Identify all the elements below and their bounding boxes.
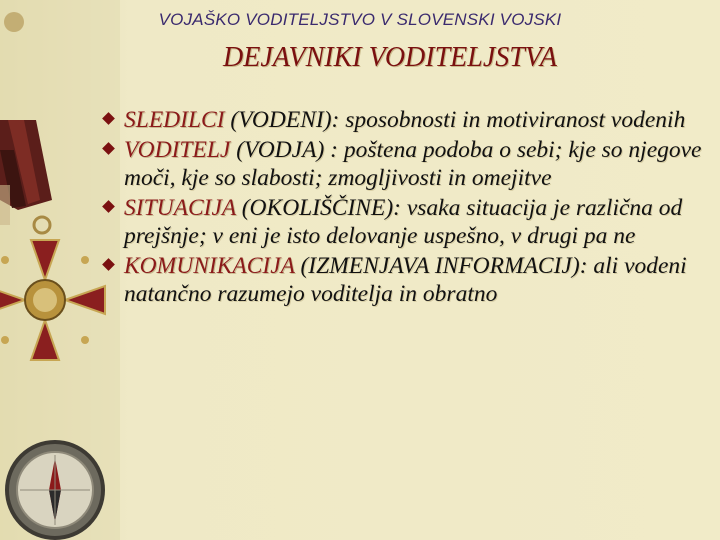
diamond-bullet-icon	[102, 142, 115, 155]
diamond-bullet-icon	[102, 200, 115, 213]
bullet-term: SLEDILCI	[124, 107, 225, 133]
bullet-text: (VODENI): sposobnosti in motiviranost vodenih	[224, 107, 686, 133]
list-item	[104, 136, 712, 192]
bullet-term: SITUACIJA	[124, 195, 236, 221]
list-item	[104, 106, 712, 134]
compass-icon	[7, 442, 103, 538]
header-title: VOJAŠKO VODITELJSTVO V SLOVENSKI VOJSKI	[158, 10, 562, 29]
bullet-term: KOMUNIKACIJA	[124, 253, 295, 279]
page-title: DEJAVNIKI VODITELJSTVA	[223, 42, 557, 73]
bullet-text: (OKOLIŠČINE): vsaka situacija je različna od prejšnje; v eni je isto delovanje uspešno, v drugi pa ne	[124, 195, 683, 249]
bullet-list	[104, 106, 712, 310]
bullet-text: (VODJA) : poštena podoba o sebi; kje so njegove moči, kje so slabosti; zmogljivosti in omejitve	[124, 137, 702, 191]
diamond-bullet-icon	[102, 112, 115, 125]
list-item	[104, 194, 712, 250]
diamond-bullet-icon	[102, 258, 115, 271]
bullet-term: VODITELJ	[124, 137, 231, 163]
decorative-illustration	[0, 0, 120, 540]
list-item	[104, 252, 712, 308]
bullet-text: (IZMENJAVA INFORMACIJ): ali vodeni natančno razumejo voditelja in obratno	[124, 253, 687, 307]
